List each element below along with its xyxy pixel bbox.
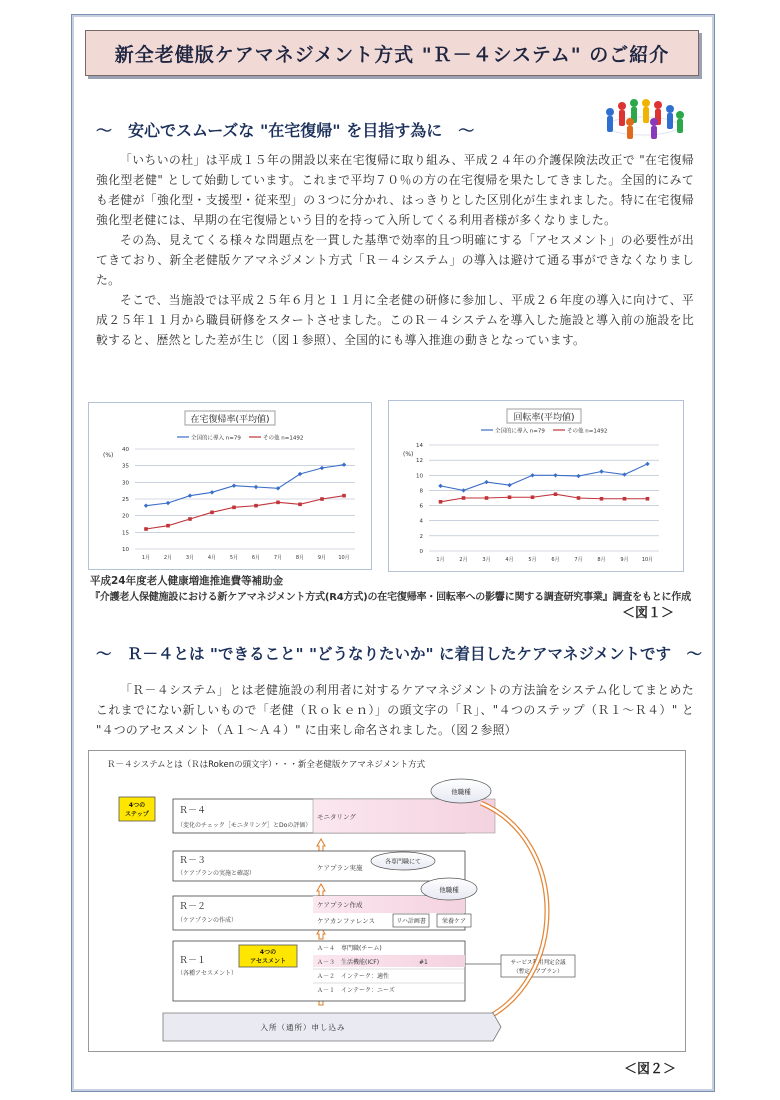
chart-turnover-rate-svg xyxy=(389,401,683,571)
legend-label-series-2: その他 n=1492 xyxy=(263,435,304,442)
r3-label: Ｒ－３ xyxy=(179,856,207,866)
y-tick-label: 15 xyxy=(122,530,129,537)
paragraph-4: 「Ｒ－４システム」とは老健施設の利用者に対するケアマネジメントの方法論をシステム化してまとめたこれまでにない新しいもので「老健（Ｒｏｋｅｎ）」の頭文字の「Ｒ」、"４つのステップ（Ｒ１～Ｒ４）" と "４つのアセスメント（Ａ１～Ａ４）" に由来し命名されました。（図２参照） xyxy=(96,683,694,737)
y-tick-label: 30 xyxy=(122,480,129,487)
x-tick-label: 2月 xyxy=(459,557,468,563)
r4-sub: （変化のチェック［モニタリング］とDoの評価） xyxy=(177,822,312,829)
x-tick-label: 9月 xyxy=(317,555,327,561)
series-line-1 xyxy=(441,464,648,491)
data-point-series-2 xyxy=(342,494,346,498)
data-point-series-2 xyxy=(210,511,214,515)
data-point-series-1 xyxy=(210,490,214,494)
person-figures xyxy=(606,99,684,139)
data-point-series-1 xyxy=(166,501,170,505)
x-tick-label: 7月 xyxy=(574,557,583,563)
data-point-series-1 xyxy=(342,462,346,466)
y-axis-label: (%) xyxy=(103,452,114,459)
chart-legend xyxy=(481,427,607,435)
section1-body xyxy=(96,150,694,350)
r2-label: Ｒ－２ xyxy=(179,902,207,912)
x-tick-label: 5月 xyxy=(229,555,239,561)
section-heading-2: ～ Ｒ－４とは "できること" "どうなりたいか" に着目したケアマネジメントです ～ xyxy=(96,645,703,663)
assessment-badge-line-2: アセスメント xyxy=(250,958,286,965)
paragraph-2: その為、見えてくる様々な問題点を一貫した基準で効率的且つ明確にする「アセスメント」の必要性が出てきており、新全老健版ケアマネジメント方式「Ｒ－４システム」の導入は避けて通る事ができなくなりました。 xyxy=(96,233,694,287)
series-line-2 xyxy=(441,494,648,502)
figure-1-label: ＜図１＞ xyxy=(622,606,675,621)
y-tick-label: 0 xyxy=(419,549,423,555)
cycle-arrow xyxy=(481,803,547,1021)
x-tick-label: 8月 xyxy=(295,555,305,561)
other-staff-label-top: 他職種 xyxy=(451,788,471,796)
data-point-series-2 xyxy=(320,497,324,501)
r2-item-1: ケアプラン作成 xyxy=(317,901,363,909)
data-point-series-2 xyxy=(298,503,302,507)
r1-label: Ｒ－１ xyxy=(179,956,207,966)
page-title: 新全老健版ケアマネジメント方式 "Ｒ－４システム" のご紹介 xyxy=(85,30,699,76)
data-point-series-2 xyxy=(531,495,535,499)
assessment-badge-line-1: 4つの xyxy=(259,949,277,956)
chart-legend xyxy=(177,434,303,442)
data-point-series-1 xyxy=(530,473,534,477)
data-point-series-1 xyxy=(254,485,258,489)
x-tick-label: 7月 xyxy=(273,555,283,561)
data-point-series-1 xyxy=(232,483,236,487)
y-tick-label: 10 xyxy=(122,547,129,553)
data-point-series-2 xyxy=(554,492,558,496)
data-point-series-2 xyxy=(439,500,443,504)
x-tick-label: 10月 xyxy=(338,555,350,561)
admission-label: 入所（通所）申し込み xyxy=(260,1023,346,1032)
r4-item: モニタリング xyxy=(317,813,356,821)
chart-title: 在宅復帰率(平均値) xyxy=(190,415,270,425)
data-point-series-2 xyxy=(646,497,650,501)
r1-item-a3: Ａ－３ 生活機能(ICF) xyxy=(317,959,380,966)
y-tick-label: 20 xyxy=(122,513,129,520)
other-staff-cloud-middle xyxy=(421,878,477,900)
x-tick-label: 4月 xyxy=(207,555,217,561)
data-point-series-2 xyxy=(188,517,192,521)
data-point-series-1 xyxy=(188,493,192,497)
data-point-series-1 xyxy=(576,474,580,478)
steps-badge-line-2: ステップ xyxy=(125,811,149,818)
rehab-plan-label: リハ計画書 xyxy=(396,918,426,925)
data-point-series-2 xyxy=(623,497,627,501)
y-tick-label: 14 xyxy=(416,443,423,449)
x-tick-label: 6月 xyxy=(551,557,560,563)
x-tick-label: 8月 xyxy=(597,557,606,563)
section-heading-1: ～ 安心でスムーズな "在宅復帰" を目指す為に ～ xyxy=(96,121,475,140)
chart-source-line-2: 『介護老人保健施設における新ケアマネジメント方式(R4方式)の在宅復帰率・回転率への影響に関する調査研究事業』調査をもとに作成 xyxy=(90,592,691,603)
chart-source-line-1: 平成24年度老人健康増進推進費等補助金 xyxy=(90,575,284,587)
chart-title: 回転率(平均値) xyxy=(513,413,575,423)
nutrition-care-label: 栄養ケア xyxy=(441,918,467,925)
data-point-series-2 xyxy=(600,497,604,501)
y-tick-label: 2 xyxy=(419,533,423,540)
cycle-arrow-inner xyxy=(481,803,547,1021)
chart-home-return-rate xyxy=(88,402,372,570)
chart-home-return-rate-svg xyxy=(89,403,371,569)
mark-number: #1 xyxy=(419,959,428,966)
data-point-series-2 xyxy=(485,496,489,500)
paragraph-1: 「いちいの杜」は平成１５年の開設以来在宅復帰に取り組み、平成２４年の介護保険法改正で "在宅復帰強化型老健" として始動しています。これまで平均７０％の方の在宅復帰を果たしてきました。全国的にみても老健が「強化型・支援型・従来型」の３つに分かれ、はっきりとした区別化が生まれました。特に在宅復帰強化型老健には、早期の在宅復帰という目的を持って入所してくる利用者様が多くなりました。 xyxy=(96,153,694,227)
legend-label-series-1: 全国的に導入 n=79 xyxy=(495,428,545,435)
x-tick-label: 1月 xyxy=(436,557,445,563)
r3-sub: （ケアプランの実施と確認） xyxy=(177,870,256,877)
y-tick-label: 25 xyxy=(122,497,129,503)
y-tick-label: 6 xyxy=(419,503,423,510)
r3-item: ケアプラン実施 xyxy=(317,864,363,872)
y-tick-label: 10 xyxy=(416,473,423,480)
r1-item-a4: Ａ－４ 専門職(チーム) xyxy=(317,945,382,952)
x-tick-label: 3月 xyxy=(185,555,195,561)
data-point-series-2 xyxy=(144,527,148,531)
x-tick-label: 3月 xyxy=(482,557,491,563)
x-tick-label: 4月 xyxy=(505,557,514,563)
y-tick-label: 12 xyxy=(416,458,423,465)
diagram-title: Ｒ－４システムとは（ＲはRokenの頭文字）・・・新全老健版ケアマネジメント方式 xyxy=(107,760,426,770)
legend-label-series-1: 全国的に導入 n=79 xyxy=(191,435,241,442)
r4-system-diagram xyxy=(88,750,686,1052)
r1-item-a2: Ａ－２ インテーク：適性 xyxy=(317,973,390,980)
data-point-series-1 xyxy=(484,480,488,484)
x-tick-label: 6月 xyxy=(251,555,261,561)
data-point-series-1 xyxy=(645,462,649,466)
other-staff-cloud-top xyxy=(431,779,491,803)
data-point-series-1 xyxy=(144,503,148,507)
data-point-series-1 xyxy=(507,483,511,487)
r4-label: Ｒ－４ xyxy=(179,806,207,816)
data-point-series-2 xyxy=(166,524,170,528)
x-tick-label: 9月 xyxy=(620,557,629,563)
r2-sub: （ケアプランの作成） xyxy=(177,917,238,924)
steps-badge-line-1: 4つの xyxy=(128,802,146,809)
paragraph-3: そこで、当施設では平成２５年６月と１１月に全老健の研修に参加し、平成２６年度の導入に向けて、平成２５年１１月から職員研修をスタートさせました。このＲ－４システムを導入した施設と導入前の施設を比較すると、歴然とした差が生じ（図１参照）、全国的にも導入推進の動きとなっています。 xyxy=(96,293,694,347)
series-line-1 xyxy=(146,465,344,506)
x-tick-label: 10月 xyxy=(641,557,654,563)
section2-body xyxy=(96,680,694,740)
legend-label-series-2: その他 n=1492 xyxy=(567,428,608,435)
data-point-series-1 xyxy=(438,484,442,488)
data-point-series-2 xyxy=(232,506,236,510)
r2-item-2: ケアカンファレンス xyxy=(317,917,375,925)
service-decision-line-2: （暫定ケアプラン） xyxy=(513,969,563,975)
x-tick-label: 1月 xyxy=(141,555,151,561)
data-point-series-2 xyxy=(462,496,466,500)
data-point-series-1 xyxy=(320,466,324,470)
chart-turnover-rate xyxy=(388,400,684,572)
r1-item-a1: Ａ－１ インテーク：ニーズ xyxy=(317,987,395,994)
r4-system-diagram-svg xyxy=(89,751,685,1051)
x-tick-label: 5月 xyxy=(528,557,537,563)
y-tick-label: 35 xyxy=(122,463,129,470)
data-point-series-2 xyxy=(276,501,280,505)
y-tick-label: 8 xyxy=(419,488,423,495)
y-tick-label: 40 xyxy=(122,447,129,453)
figure-2-label: ＜図２＞ xyxy=(624,1062,677,1077)
data-point-series-1 xyxy=(599,469,603,473)
y-tick-label: 4 xyxy=(419,518,423,525)
each-professional-label: 各専門職にて xyxy=(384,858,422,866)
data-point-series-2 xyxy=(254,504,258,508)
data-point-series-1 xyxy=(553,473,557,477)
data-point-series-2 xyxy=(508,495,512,499)
r1-sub: （各種アセスメント） xyxy=(177,970,237,977)
x-tick-label: 2月 xyxy=(163,555,173,561)
data-point-series-2 xyxy=(577,496,581,500)
data-point-series-1 xyxy=(461,488,465,492)
y-axis-label: (%) xyxy=(403,451,414,458)
people-circle-illustration xyxy=(600,96,686,140)
other-staff-label-middle: 他職種 xyxy=(439,886,459,894)
service-decision-line-1: サービス利用判定会議 xyxy=(510,960,566,966)
data-point-series-1 xyxy=(622,472,626,476)
